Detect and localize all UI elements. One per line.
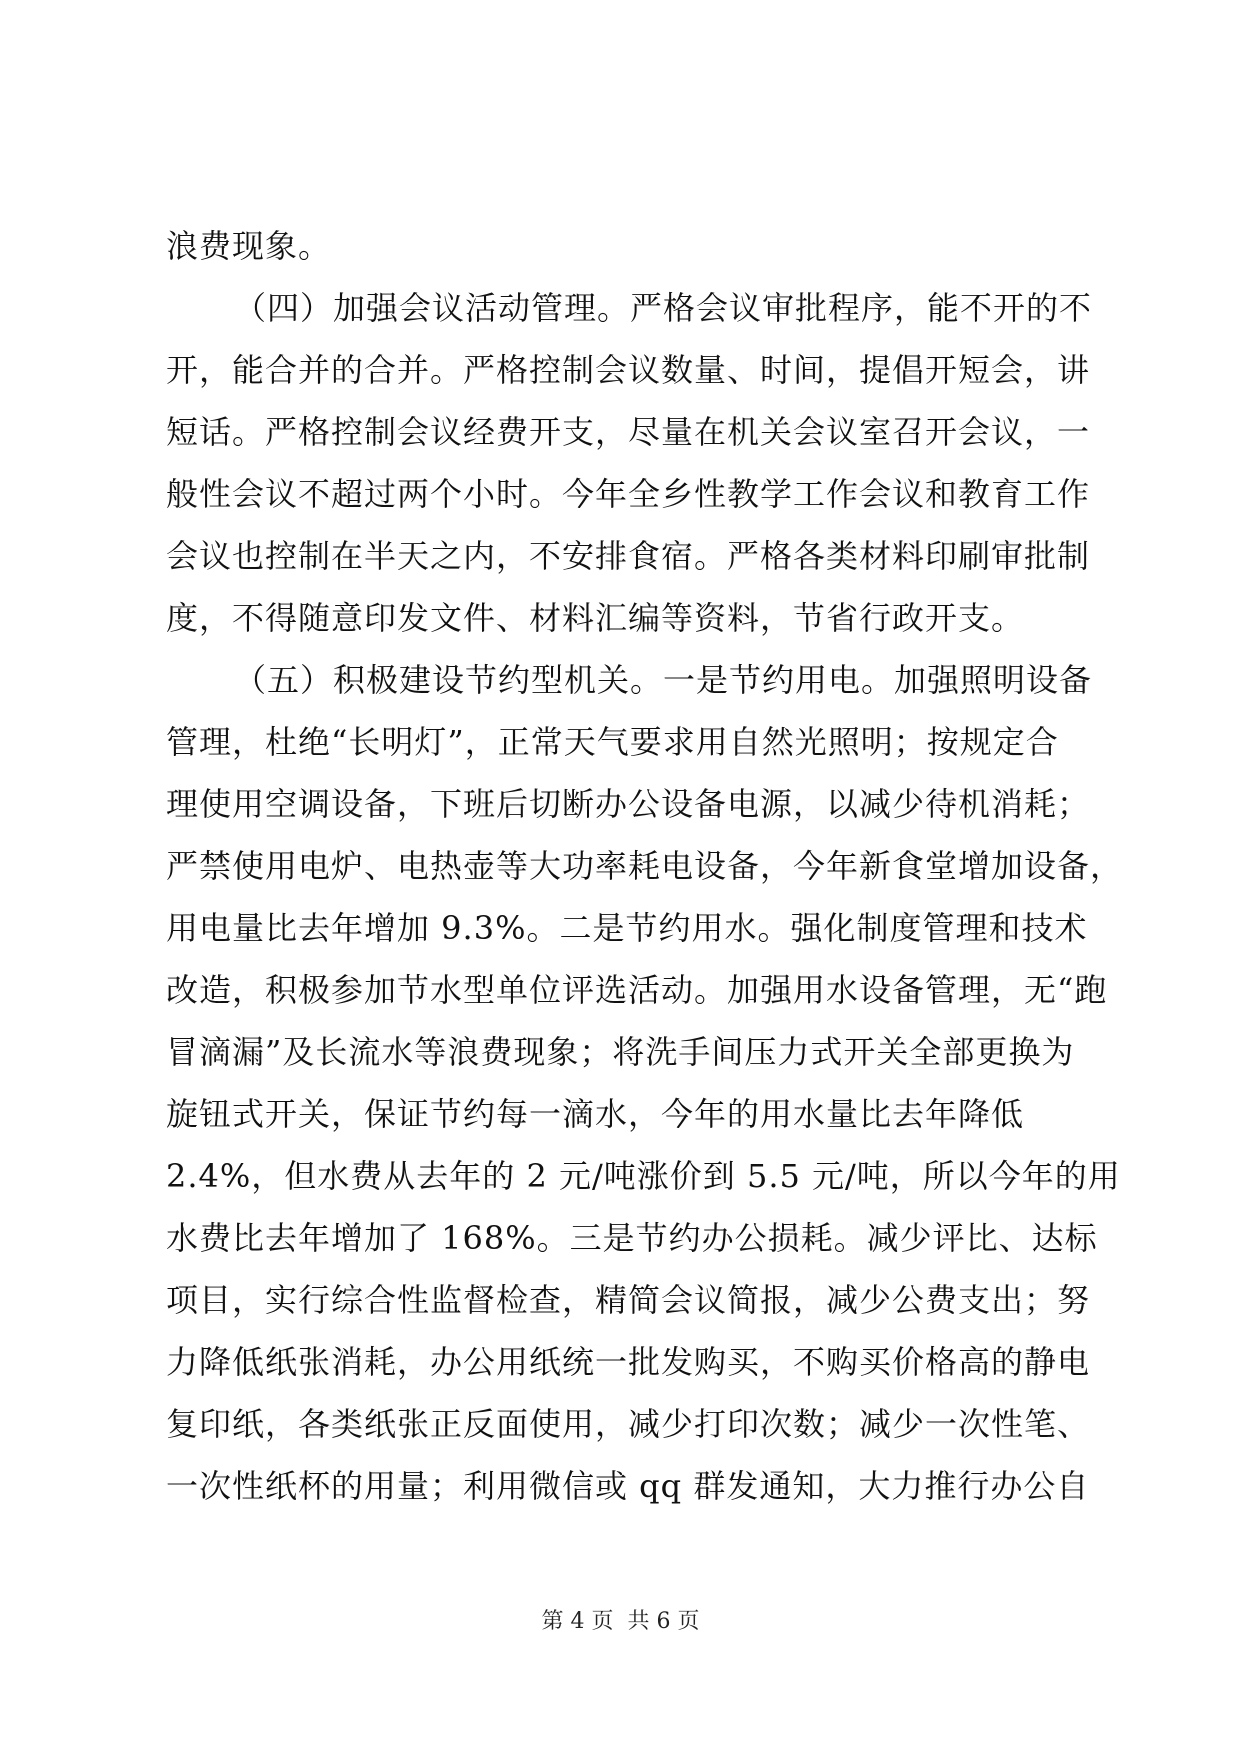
text-line: 度，不得随意印发文件、材料汇编等资料，节省行政开支。 (166, 599, 1025, 637)
text-line: 一次性纸杯的用量；利用微信或 qq 群发通知，大力推行办公自 (166, 1467, 1090, 1505)
page-number-footer: 第 4 页 共 6 页 (541, 1609, 700, 1634)
text-line: 浪费现象。 (166, 227, 332, 265)
text-line: 水费比去年增加了 168%。三是节约办公损耗。减少评比、达标 (166, 1219, 1098, 1257)
document-body (166, 226, 1124, 1528)
text-line: 旋钮式开关，保证节约每一滴水，今年的用水量比去年降低 (166, 1095, 1025, 1133)
text-line: 开，能合并的合并。严格控制会议数量、时间，提倡开短会，讲 (166, 351, 1091, 389)
text-line: 2.4%，但水费从去年的 2 元/吨涨价到 5.5 元/吨，所以今年的用 (166, 1157, 1121, 1195)
text-line: （五）积极建设节约型机关。一是节约用电。加强照明设备 (234, 661, 1093, 699)
text-line: （四）加强会议活动管理。严格会议审批程序，能不开的不 (234, 289, 1093, 327)
text-line: 用电量比去年增加 9.3%。二是节约用水。强化制度管理和技术 (166, 909, 1088, 947)
text-line: 复印纸，各类纸张正反面使用，减少打印次数；减少一次性笔、 (166, 1405, 1091, 1443)
text-line: 严禁使用电炉、电热壶等大功率耗电设备，今年新食堂增加设备， (166, 847, 1124, 885)
text-line: 改造，积极参加节水型单位评选活动。加强用水设备管理，无“跑 (166, 971, 1108, 1009)
text-line: 会议也控制在半天之内，不安排食宿。严格各类材料印刷审批制 (166, 537, 1091, 575)
text-line: 般性会议不超过两个小时。今年全乡性教学工作会议和教育工作 (166, 475, 1091, 513)
text-line: 短话。严格控制会议经费开支，尽量在机关会议室召开会议，一 (166, 413, 1091, 451)
text-line: 力降低纸张消耗，办公用纸统一批发购买，不购买价格高的静电 (166, 1343, 1091, 1381)
text-line: 管理，杜绝“长明灯”，正常天气要求用自然光照明；按规定合 (166, 723, 1059, 761)
text-line: 冒滴漏”及长流水等浪费现象；将洗手间压力式开关全部更换为 (166, 1033, 1075, 1071)
text-line: 理使用空调设备，下班后切断办公设备电源，以减少待机消耗； (166, 785, 1091, 823)
text-line: 项目，实行综合性监督检查，精简会议简报，减少公费支出；努 (166, 1281, 1091, 1319)
